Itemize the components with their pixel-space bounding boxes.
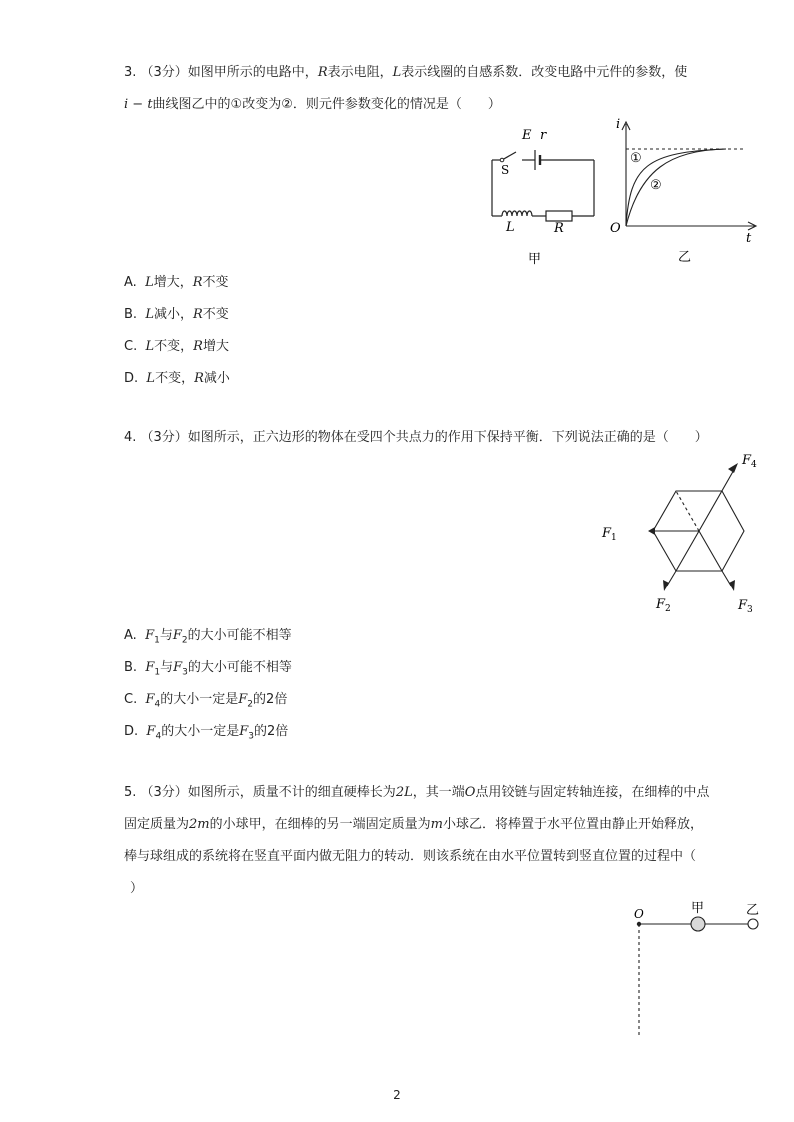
graph-axis-t: t [746,231,752,246]
ball-yi [748,919,758,929]
q3-option-a[interactable]: A. L增大，R不变 [124,275,229,290]
pivot-O [637,922,641,926]
q4-option-d[interactable]: D. $F_4$的大小一定是$F_3$的2倍 [124,724,289,742]
force-F3-label: $F_3$ [738,598,753,615]
force-F2-label: $F_2$ [656,597,671,614]
circuit-label-R: R [554,221,564,236]
q5-rod-diagram [624,896,774,1046]
q5-stem-line2: 固定质量为2m的小球甲，在细棒的另一端固定质量为m小球乙．将棒置于水平位置由静止开始释放， [124,817,703,832]
q4-stem: 4. （3分）如图所示，正六边形的物体在受四个共点力的作用下保持平衡．下列说法正确的是（ ） [124,430,708,445]
q5-stem-line1: 5. （3分）如图所示，质量不计的细直硬棒长为2L，其一端O点用铰链与固定转轴连接，在细棒的中点 [124,785,710,800]
circuit-caption: 甲 [528,252,542,267]
q3-graph [606,114,766,270]
q3-stem-line2: i − t曲线图乙中的①改变为②．则元件参数变化的情况是（ ） [124,97,501,112]
q4-hexagon-diagram [592,446,772,620]
q5-stem-line3: 棒与球组成的系统将在竖直平面内做无阻力的转动．则该系统在由水平位置转到竖直位置的过程中（ [124,849,697,864]
graph-curve-1-label: ① [630,151,642,166]
graph-origin-O: O [610,221,621,236]
graph-axis-i: i [616,117,621,132]
force-F1-label: $F_1$ [602,526,617,543]
q3-circuit-diagram [482,118,612,270]
q4-option-b[interactable]: B. $F_1$与$F_3$的大小可能不相等 [124,660,292,678]
q4-option-a[interactable]: A. $F_1$与$F_2$的大小可能不相等 [124,628,292,646]
label-yi: 乙 [746,903,760,918]
label-O: O [634,907,644,921]
q5-stem-line4: ） [130,881,144,896]
q3-option-c[interactable]: C. L不变，R增大 [124,339,229,354]
circuit-label-r: r [540,128,547,143]
force-F4-label: $F_4$ [742,453,757,470]
q4-option-c[interactable]: C. $F_4$的大小一定是$F_2$的2倍 [124,692,288,710]
q3-option-b[interactable]: B. L减小，R不变 [124,307,229,322]
ball-jia [691,917,705,931]
graph-caption: 乙 [678,250,692,265]
page-number: 2 [393,1088,401,1102]
q3-stem-line1: 3. （3分）如图甲所示的电路中，R表示电阻，L表示线圈的自感系数．改变电路中元件的参数，使 [124,65,688,80]
circuit-label-L: L [506,220,515,235]
circuit-label-E: E [522,128,532,143]
circuit-label-S: S [501,163,510,177]
label-jia: 甲 [691,901,705,916]
graph-curve-2-label: ② [650,178,662,193]
q3-option-d[interactable]: D. L不变，R减小 [124,371,230,386]
